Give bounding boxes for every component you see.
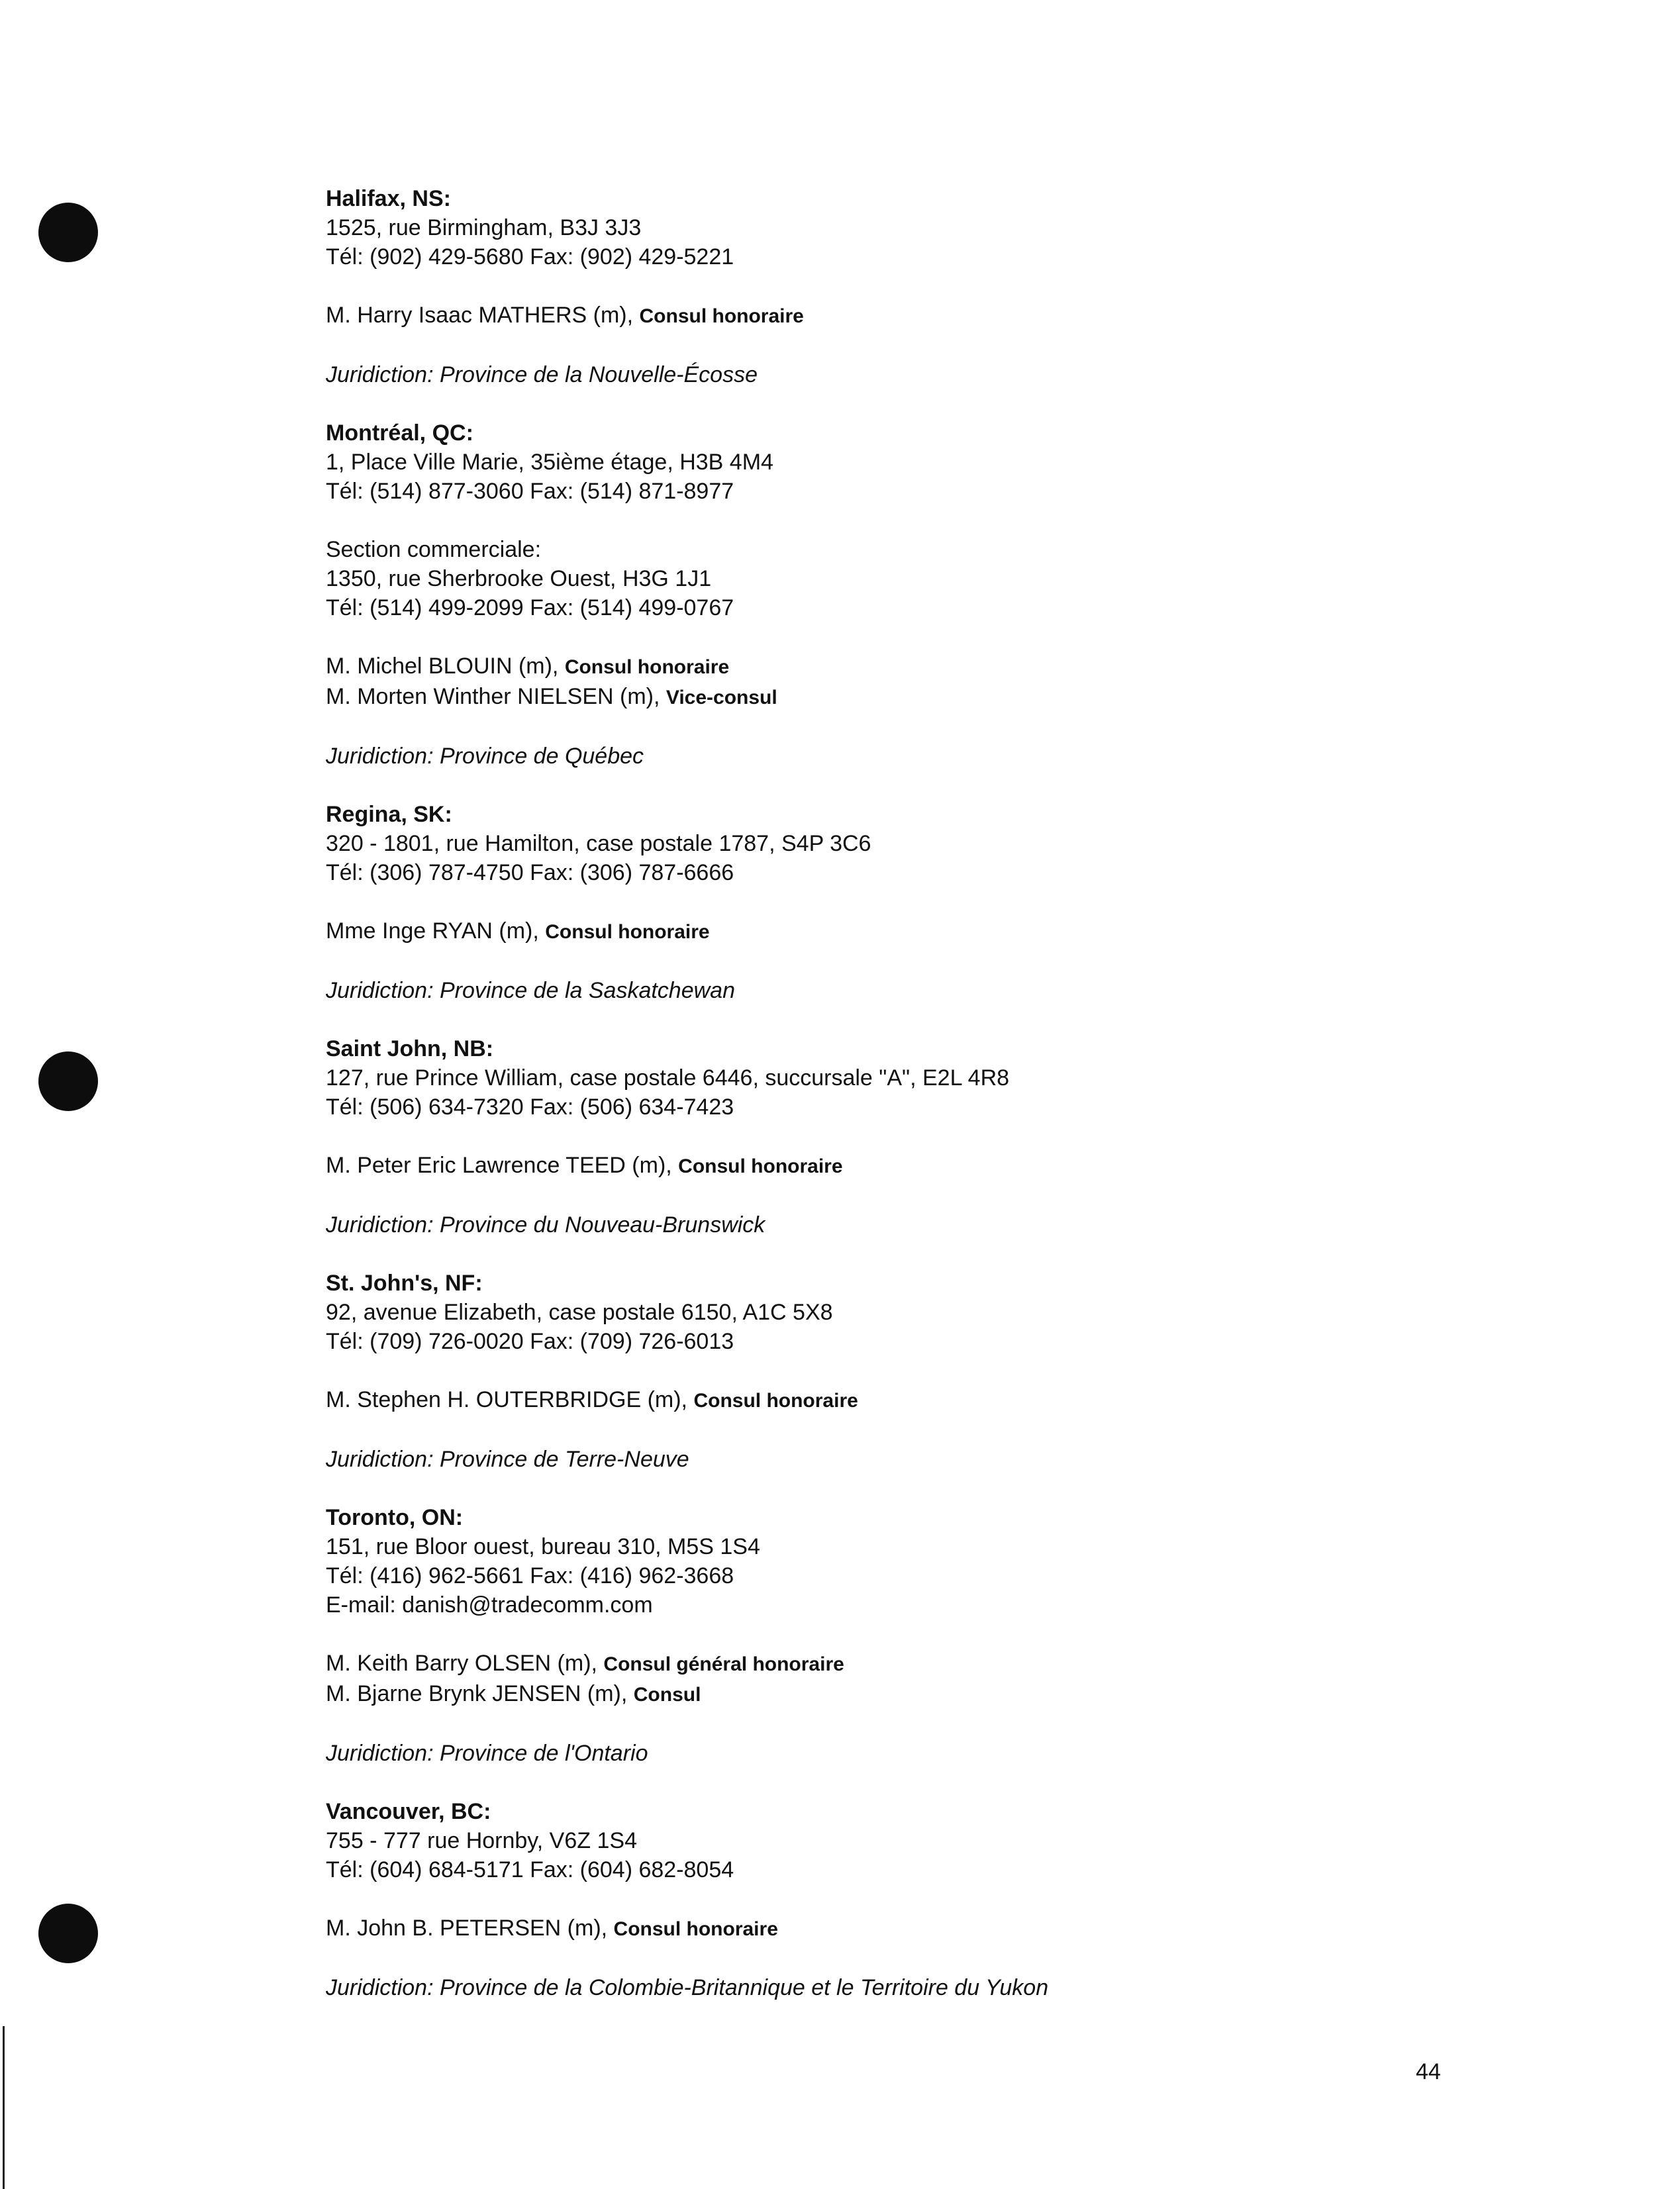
office-entry — [326, 1034, 1584, 1240]
address-line: Tél: (506) 634-7320 Fax: (506) 634-7423 — [326, 1094, 734, 1120]
office-city: Toronto, ON: — [326, 1505, 464, 1530]
office-entry — [326, 800, 1584, 1005]
official-line — [326, 916, 1584, 947]
office-address-block — [326, 1797, 1584, 1884]
official-name: M. Michel BLOUIN (m), — [326, 654, 565, 679]
address-line: Tél: (604) 684-5171 Fax: (604) 682-8054 — [326, 1857, 734, 1882]
address-line: 151, rue Bloor ouest, bureau 310, M5S 1S4 — [326, 1534, 760, 1559]
official-title: Consul honoraire — [564, 656, 730, 678]
jurisdiction: Juridiction: Province de Québec — [326, 744, 644, 769]
jurisdiction: Juridiction: Province de la Nouvelle-Écosse — [326, 362, 758, 387]
jurisdiction: Juridiction: Province du Nouveau-Brunswick — [326, 1212, 766, 1238]
address-line: E-mail: danish@tradecomm.com — [326, 1592, 653, 1618]
commercial-line: Tél: (514) 499-2099 Fax: (514) 499-0767 — [326, 595, 734, 620]
official-name: M. John B. PETERSEN (m), — [326, 1916, 614, 1941]
officials-block — [326, 652, 1584, 712]
official-title: Consul honoraire — [545, 921, 710, 943]
official-line — [326, 301, 1584, 331]
official-line — [326, 1649, 1584, 1679]
address-line: Tél: (514) 877-3060 Fax: (514) 871-8977 — [326, 479, 734, 504]
jurisdiction: Juridiction: Province de la Colombie-Britannique et le Territoire du Yukon — [326, 1975, 1049, 2000]
office-address-block — [326, 184, 1584, 271]
official-line — [326, 1914, 1584, 1944]
address-line: 127, rue Prince William, case postale 6446, succursale "A", E2L 4R8 — [326, 1065, 1010, 1091]
office-city: Halifax, NS: — [326, 186, 451, 211]
official-title: Consul général honoraire — [603, 1653, 844, 1675]
office-address-block — [326, 1503, 1584, 1620]
official-name: M. Morten Winther NIELSEN (m), — [326, 684, 666, 709]
official-name: M. Stephen H. OUTERBRIDGE (m), — [326, 1387, 694, 1412]
official-title: Consul honoraire — [693, 1390, 858, 1412]
officials-block — [326, 1385, 1584, 1416]
punch-hole — [38, 203, 98, 262]
punch-hole — [38, 1904, 98, 1963]
address-line: 755 - 777 rue Hornby, V6Z 1S4 — [326, 1828, 637, 1853]
officials-block — [326, 916, 1584, 947]
official-title: Consul — [633, 1684, 701, 1706]
address-line: Tél: (416) 962-5661 Fax: (416) 962-3668 — [326, 1563, 734, 1588]
address-line: 1525, rue Birmingham, B3J 3J3 — [326, 215, 642, 240]
office-address-block — [326, 1034, 1584, 1122]
office-city: Regina, SK: — [326, 802, 452, 827]
scan-edge-line — [3, 2026, 5, 2189]
officials-block — [326, 1151, 1584, 1181]
office-address-block — [326, 418, 1584, 506]
official-line — [326, 1385, 1584, 1416]
office-city: Saint John, NB: — [326, 1036, 494, 1061]
official-name: M. Keith Barry OLSEN (m), — [326, 1651, 604, 1676]
official-title: Consul honoraire — [639, 305, 804, 327]
official-line — [326, 682, 1584, 712]
official-name: M. Peter Eric Lawrence TEED (m), — [326, 1153, 679, 1178]
commercial-line: 1350, rue Sherbrooke Ouest, H3G 1J1 — [326, 566, 712, 591]
officials-block — [326, 1914, 1584, 1944]
office-entry — [326, 1797, 1584, 2002]
office-address-block — [326, 800, 1584, 887]
office-city: Vancouver, BC: — [326, 1799, 491, 1824]
address-line: Tél: (902) 429-5680 Fax: (902) 429-5221 — [326, 244, 734, 269]
address-line: 1, Place Ville Marie, 35ième étage, H3B 4M4 — [326, 450, 773, 475]
office-entry — [326, 418, 1584, 771]
official-name: M. Bjarne Brynk JENSEN (m), — [326, 1681, 634, 1706]
official-line — [326, 1679, 1584, 1710]
official-name: Mme Inge RYAN (m), — [326, 918, 546, 944]
official-title: Vice-consul — [666, 687, 777, 708]
official-title: Consul honoraire — [678, 1155, 843, 1177]
address-line: 320 - 1801, rue Hamilton, case postale 1787, S4P 3C6 — [326, 831, 871, 856]
official-line — [326, 1151, 1584, 1181]
office-address-block — [326, 1269, 1584, 1356]
jurisdiction: Juridiction: Province de l'Ontario — [326, 1741, 648, 1766]
office-city: St. John's, NF: — [326, 1271, 483, 1296]
page-number: 44 — [1416, 2059, 1441, 2084]
official-title: Consul honoraire — [613, 1918, 778, 1940]
commercial-line: Section commerciale: — [326, 537, 542, 562]
office-entry — [326, 1503, 1584, 1768]
punch-hole — [38, 1051, 98, 1111]
address-line: Tél: (709) 726-0020 Fax: (709) 726-6013 — [326, 1329, 734, 1354]
jurisdiction: Juridiction: Province de Terre-Neuve — [326, 1447, 689, 1472]
office-city: Montréal, QC: — [326, 420, 473, 446]
officials-block — [326, 301, 1584, 331]
commercial-section-block — [326, 535, 1584, 622]
address-line: Tél: (306) 787-4750 Fax: (306) 787-6666 — [326, 860, 734, 885]
office-entry — [326, 184, 1584, 389]
officials-block — [326, 1649, 1584, 1710]
office-entry — [326, 1269, 1584, 1474]
official-name: M. Harry Isaac MATHERS (m), — [326, 303, 640, 328]
official-line — [326, 652, 1584, 682]
jurisdiction: Juridiction: Province de la Saskatchewan — [326, 978, 735, 1003]
address-line: 92, avenue Elizabeth, case postale 6150, A1C 5X8 — [326, 1300, 833, 1325]
consulate-list — [326, 184, 1584, 2031]
